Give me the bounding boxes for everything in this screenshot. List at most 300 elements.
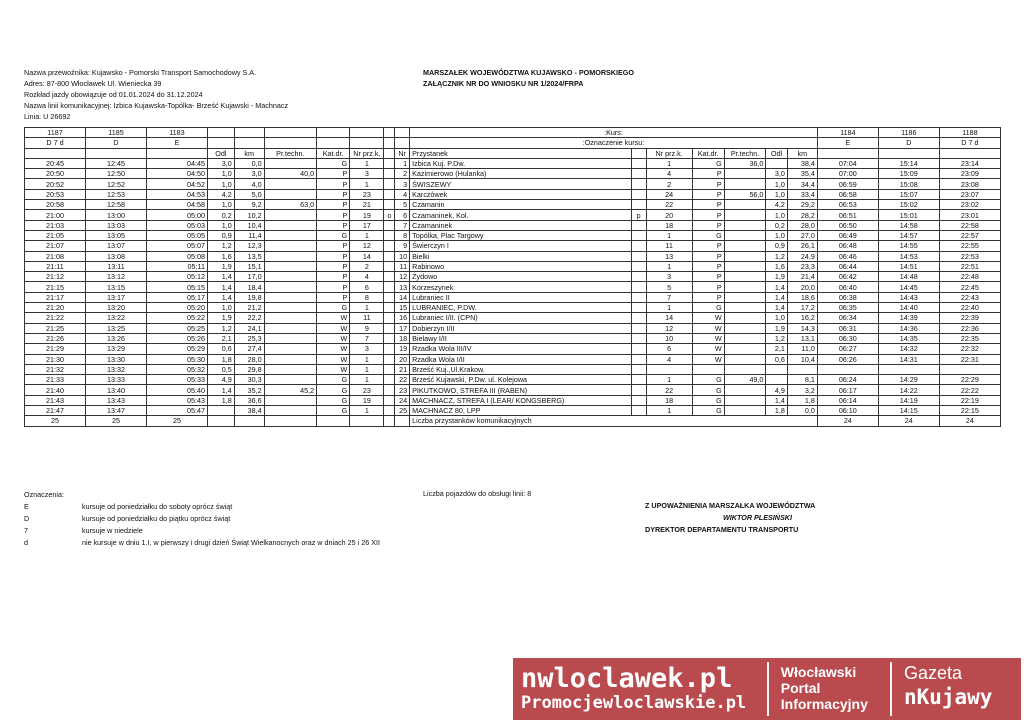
empty-cell xyxy=(264,128,316,138)
tech-speed xyxy=(724,354,766,364)
tech-speed xyxy=(724,333,766,343)
departure-time: 13:03 xyxy=(85,220,146,230)
km: 13,5 xyxy=(234,251,264,261)
km: 28,0 xyxy=(787,220,817,230)
km: 21,2 xyxy=(234,303,264,313)
arrival-time: 23:07 xyxy=(939,189,1000,199)
tech-speed xyxy=(724,313,766,323)
marker xyxy=(631,375,646,385)
arrival-time: 06:38 xyxy=(817,292,878,302)
portal-line: Włocławski xyxy=(780,664,857,680)
distance: 1,4 xyxy=(207,272,234,282)
marker xyxy=(384,354,395,364)
road-category: P xyxy=(692,251,724,261)
road-category: W xyxy=(692,323,724,333)
arrival-time: 22:15 xyxy=(939,406,1000,416)
column-header: Odl xyxy=(766,148,787,158)
arrival-time: 14:39 xyxy=(878,313,939,323)
road-category: G xyxy=(692,385,724,395)
course-number: 1185 xyxy=(85,128,146,138)
distance: 1,2 xyxy=(207,323,234,333)
km: 0,0 xyxy=(787,406,817,416)
column-header: km xyxy=(234,148,264,158)
road-category: P xyxy=(317,200,350,210)
arrival-time: 06:58 xyxy=(817,189,878,199)
km: 11,4 xyxy=(234,230,264,240)
empty-cell xyxy=(817,148,878,158)
tech-speed xyxy=(264,261,316,271)
distance: 1,9 xyxy=(766,272,787,282)
marker xyxy=(631,272,646,282)
stop-count: 24 xyxy=(878,416,939,426)
tech-speed xyxy=(264,272,316,282)
stop-number: 13 xyxy=(646,251,692,261)
marker xyxy=(384,333,395,343)
stop-number: 14 xyxy=(646,313,692,323)
arrival-time: 22:22 xyxy=(939,385,1000,395)
departure-time: 04:53 xyxy=(146,189,207,199)
distance: 1,9 xyxy=(766,323,787,333)
stop-name: Świerczyn I xyxy=(410,241,632,251)
arrival-time: 22:55 xyxy=(939,241,1000,251)
km: 3,2 xyxy=(787,385,817,395)
road-category: P xyxy=(692,210,724,220)
arrival-time: 06:26 xyxy=(817,354,878,364)
table-row xyxy=(25,158,1001,168)
arrival-time: 23:01 xyxy=(939,210,1000,220)
kurs-label: :Kurs: xyxy=(410,128,818,138)
road-category: G xyxy=(692,230,724,240)
empty-cell xyxy=(146,148,207,158)
arrival-time: 06:40 xyxy=(817,282,878,292)
arrival-time: 14:35 xyxy=(878,333,939,343)
distance: 1,2 xyxy=(766,251,787,261)
course-mark: D xyxy=(878,138,939,148)
distance: 0,6 xyxy=(207,344,234,354)
arrival-time: 22:40 xyxy=(939,303,1000,313)
stop-number: 1 xyxy=(350,375,384,385)
departure-time: 21:33 xyxy=(25,375,86,385)
stop-name: Brześć Kuj.,Ul.Krakow. xyxy=(410,364,632,374)
distance: 1,0 xyxy=(766,189,787,199)
stop-number: 20 xyxy=(646,210,692,220)
distance xyxy=(766,375,787,385)
empty-cell xyxy=(395,138,410,148)
arrival-time: 06:59 xyxy=(817,179,878,189)
stop-index: 2 xyxy=(395,169,410,179)
stop-number: 9 xyxy=(350,323,384,333)
road-category xyxy=(692,364,724,374)
departure-time: 21:05 xyxy=(25,230,86,240)
distance: 0,2 xyxy=(207,210,234,220)
stop-name: Bielki xyxy=(410,251,632,261)
departure-time: 13:07 xyxy=(85,241,146,251)
distance xyxy=(207,406,234,416)
empty-cell xyxy=(384,138,395,148)
departure-time: 20:53 xyxy=(25,189,86,199)
km: 38,4 xyxy=(787,158,817,168)
arrival-time: 14:45 xyxy=(878,282,939,292)
departure-time: 20:52 xyxy=(25,179,86,189)
departure-time: 05:29 xyxy=(146,344,207,354)
arrival-time: 14:19 xyxy=(878,395,939,405)
km: 23,3 xyxy=(787,261,817,271)
stop-name: MACHNACZ 80, LPP xyxy=(410,406,632,416)
distance: 1,0 xyxy=(766,230,787,240)
distance xyxy=(766,364,787,374)
distance: 1,0 xyxy=(207,220,234,230)
stop-number: 18 xyxy=(646,395,692,405)
stop-name: Lubraniec II xyxy=(410,292,632,302)
stop-number: 1 xyxy=(646,303,692,313)
arrival-time: 22:31 xyxy=(939,354,1000,364)
marker xyxy=(384,158,395,168)
tech-speed xyxy=(724,406,766,416)
stop-index: 16 xyxy=(395,313,410,323)
stop-number: 3 xyxy=(350,169,384,179)
marker xyxy=(384,344,395,354)
arrival-time: 23:08 xyxy=(939,179,1000,189)
road-category: P xyxy=(317,241,350,251)
departure-time: 21:20 xyxy=(25,303,86,313)
km: 27,4 xyxy=(234,344,264,354)
distance: 1,8 xyxy=(207,354,234,364)
column-header: km xyxy=(787,148,817,158)
departure-time: 21:47 xyxy=(25,406,86,416)
road-category: P xyxy=(692,282,724,292)
portal-line: Informacyjny xyxy=(780,696,868,712)
course-number: 1186 xyxy=(878,128,939,138)
tech-speed xyxy=(724,210,766,220)
stop-number: 12 xyxy=(646,323,692,333)
tech-speed xyxy=(724,241,766,251)
stop-number: 1 xyxy=(350,230,384,240)
course-mark: D 7 d xyxy=(25,138,86,148)
arrival-time: 15:02 xyxy=(878,200,939,210)
km: 15,1 xyxy=(234,261,264,271)
stop-number: 1 xyxy=(350,179,384,189)
stop-number: 1 xyxy=(646,230,692,240)
empty-cell xyxy=(264,138,316,148)
marker xyxy=(384,375,395,385)
arrival-time: 15:09 xyxy=(878,169,939,179)
stop-name: Dobierzyn I/II xyxy=(410,323,632,333)
departure-time: 20:50 xyxy=(25,169,86,179)
distance: 0,5 xyxy=(207,364,234,374)
departure-time: 12:58 xyxy=(85,200,146,210)
km: 28,2 xyxy=(787,210,817,220)
arrival-time: 06:10 xyxy=(817,406,878,416)
distance: 1,0 xyxy=(766,313,787,323)
tech-speed xyxy=(264,230,316,240)
arrival-time: 22:45 xyxy=(939,282,1000,292)
km: 5,0 xyxy=(234,189,264,199)
tech-speed xyxy=(264,364,316,374)
tech-speed xyxy=(724,169,766,179)
empty-cell xyxy=(25,148,86,158)
distance: 1,8 xyxy=(207,395,234,405)
stop-index: 13 xyxy=(395,282,410,292)
distance: 4,9 xyxy=(207,375,234,385)
arrival-time: 14:55 xyxy=(878,241,939,251)
stop-number: 19 xyxy=(350,210,384,220)
tech-speed xyxy=(264,406,316,416)
table-row xyxy=(25,241,1001,251)
departure-time: 13:33 xyxy=(85,375,146,385)
departure-time: 05:22 xyxy=(146,313,207,323)
marker xyxy=(384,169,395,179)
distance: 1,0 xyxy=(766,179,787,189)
distance: 2,1 xyxy=(207,333,234,343)
distance: 1,0 xyxy=(766,210,787,220)
tech-speed xyxy=(264,241,316,251)
course-mark: E xyxy=(146,138,207,148)
arrival-time: 22:48 xyxy=(939,272,1000,282)
empty-cell xyxy=(317,128,350,138)
stop-index: 9 xyxy=(395,241,410,251)
arrival-time: 06:49 xyxy=(817,230,878,240)
arrival-time: 07:00 xyxy=(817,169,878,179)
course-mark: D xyxy=(85,138,146,148)
marker xyxy=(631,282,646,292)
km: 17,2 xyxy=(787,303,817,313)
stop-number: 19 xyxy=(350,395,384,405)
marker xyxy=(631,406,646,416)
stop-name: Bielawy I/II xyxy=(410,333,632,343)
arrival-time: 14:43 xyxy=(878,292,939,302)
arrival-time: 15:01 xyxy=(878,210,939,220)
table-row xyxy=(25,313,1001,323)
empty-cell xyxy=(384,416,395,426)
road-category: G xyxy=(317,395,350,405)
distance: 1,0 xyxy=(207,200,234,210)
stop-index: 19 xyxy=(395,344,410,354)
km: 22,2 xyxy=(234,313,264,323)
tech-speed xyxy=(724,179,766,189)
departure-time: 05:08 xyxy=(146,251,207,261)
km: 20,0 xyxy=(787,282,817,292)
km: 28,0 xyxy=(234,354,264,364)
km: 4,0 xyxy=(234,179,264,189)
stop-index: 1 xyxy=(395,158,410,168)
tech-speed: 45,2 xyxy=(264,385,316,395)
arrival-time: 06:50 xyxy=(817,220,878,230)
departure-time: 05:12 xyxy=(146,272,207,282)
table-row xyxy=(25,385,1001,395)
road-category: G xyxy=(317,375,350,385)
km: 3,0 xyxy=(234,169,264,179)
stop-name: Kazimierowo (Hulanka) xyxy=(410,169,632,179)
marker xyxy=(631,189,646,199)
marker xyxy=(384,272,395,282)
marker xyxy=(631,230,646,240)
departure-time: 13:12 xyxy=(85,272,146,282)
tech-speed xyxy=(724,282,766,292)
departure-time: 05:43 xyxy=(146,395,207,405)
road-category: P xyxy=(317,169,350,179)
arrival-time: 06:46 xyxy=(817,251,878,261)
oznaczenie-label: :Oznaczenie kursu: xyxy=(410,138,818,148)
carrier-name: Nazwa przewoźnika: Kujawsko - Pomorski Transport Samochodowy S.A. xyxy=(24,68,257,77)
km: 35,4 xyxy=(787,169,817,179)
stop-number: 12 xyxy=(350,241,384,251)
stop-number: 2 xyxy=(646,179,692,189)
marker xyxy=(384,364,395,374)
portal-line: Portal xyxy=(780,680,821,696)
stop-number: 23 xyxy=(350,189,384,199)
departure-time: 21:29 xyxy=(25,344,86,354)
km: 26,1 xyxy=(787,241,817,251)
stop-number: 23 xyxy=(350,385,384,395)
departure-time: 05:05 xyxy=(146,230,207,240)
road-category: G xyxy=(692,406,724,416)
marker xyxy=(384,406,395,416)
stop-number xyxy=(646,364,692,374)
empty-cell xyxy=(878,148,939,158)
departure-time: 05:00 xyxy=(146,210,207,220)
stop-number: 18 xyxy=(646,220,692,230)
arrival-time: 06:34 xyxy=(817,313,878,323)
tech-speed xyxy=(724,395,766,405)
tech-speed xyxy=(724,292,766,302)
stop-number: 11 xyxy=(350,313,384,323)
empty-cell xyxy=(207,416,234,426)
table-row xyxy=(25,282,1001,292)
departure-time: 21:30 xyxy=(25,354,86,364)
road-category: W xyxy=(317,323,350,333)
stop-number: 1 xyxy=(646,406,692,416)
stop-number: 1 xyxy=(350,364,384,374)
marker xyxy=(384,220,395,230)
tech-speed xyxy=(724,220,766,230)
tech-speed xyxy=(264,189,316,199)
course-number: 1188 xyxy=(939,128,1000,138)
departure-time: 05:47 xyxy=(146,406,207,416)
departure-time: 05:03 xyxy=(146,220,207,230)
stop-number: 10 xyxy=(646,333,692,343)
table-row xyxy=(25,230,1001,240)
departure-time: 13:08 xyxy=(85,251,146,261)
stop-name: Rzadka Wola I/II xyxy=(410,354,632,364)
arrival-time: 06:42 xyxy=(817,272,878,282)
marker xyxy=(384,189,395,199)
arrival-time: 22:51 xyxy=(939,261,1000,271)
distance: 2,1 xyxy=(766,344,787,354)
departure-time: 13:00 xyxy=(85,210,146,220)
stop-number: 21 xyxy=(350,200,384,210)
course-mark: D 7 d xyxy=(939,138,1000,148)
departure-time: 21:07 xyxy=(25,241,86,251)
km: 35,2 xyxy=(234,385,264,395)
tech-speed xyxy=(264,303,316,313)
column-header: Kat.dr. xyxy=(692,148,724,158)
km: 18,4 xyxy=(234,282,264,292)
road-category: P xyxy=(317,292,350,302)
road-category: P xyxy=(317,272,350,282)
table-row xyxy=(25,272,1001,282)
departure-time: 21:03 xyxy=(25,220,86,230)
arrival-time xyxy=(817,364,878,374)
table-row xyxy=(25,395,1001,405)
road-category: G xyxy=(692,395,724,405)
marker xyxy=(631,158,646,168)
departure-time: 05:40 xyxy=(146,385,207,395)
empty-cell xyxy=(350,416,384,426)
table-row xyxy=(25,292,1001,302)
stop-name: PIKUTKOWO, STREFA III (RABEN) xyxy=(410,385,632,395)
km: 14,3 xyxy=(787,323,817,333)
departure-time: 21:12 xyxy=(25,272,86,282)
tech-speed xyxy=(264,354,316,364)
table-row xyxy=(25,303,1001,313)
course-number: 1183 xyxy=(146,128,207,138)
stop-name: MACHNACZ, STREFA I (LEAR/ KONGSBERG) xyxy=(410,395,632,405)
distance: 0,6 xyxy=(766,354,787,364)
stop-index: 15 xyxy=(395,303,410,313)
departure-time: 21:25 xyxy=(25,323,86,333)
departure-time: 05:25 xyxy=(146,323,207,333)
road-category: P xyxy=(317,282,350,292)
marker xyxy=(384,179,395,189)
stop-name: Lubraniec I/II. (CPN) xyxy=(410,313,632,323)
stop-index: 3 xyxy=(395,179,410,189)
arrival-time: 14:29 xyxy=(878,375,939,385)
km: 0,0 xyxy=(234,158,264,168)
arrival-time: 06:35 xyxy=(817,303,878,313)
column-header: Nr prz.k. xyxy=(350,148,384,158)
marker: o xyxy=(384,210,395,220)
distance: 1,4 xyxy=(207,282,234,292)
road-category: W xyxy=(692,344,724,354)
road-category: G xyxy=(692,375,724,385)
signature-block xyxy=(645,500,815,536)
tech-speed xyxy=(724,385,766,395)
road-category: W xyxy=(317,333,350,343)
column-header: Pr.techn. xyxy=(724,148,766,158)
distance: 1,6 xyxy=(766,261,787,271)
column-header: Pr.techn. xyxy=(264,148,316,158)
stop-count: 25 xyxy=(25,416,86,426)
stop-index: 6 xyxy=(395,210,410,220)
stop-number: 3 xyxy=(350,344,384,354)
empty-cell xyxy=(384,148,395,158)
tech-speed: 36,0 xyxy=(724,158,766,168)
arrival-time: 14:22 xyxy=(878,385,939,395)
arrival-time: 06:53 xyxy=(817,200,878,210)
departure-time: 13:22 xyxy=(85,313,146,323)
departure-time: 04:50 xyxy=(146,169,207,179)
km: 19,8 xyxy=(234,292,264,302)
arrival-time: 06:24 xyxy=(817,375,878,385)
legend-item: d nie kursuje w dniu 1.I, w pierwszy i drugi dzień Świąt Wielkanocnych oraz w dniach 25 i 26 XII xyxy=(24,538,381,547)
tech-speed xyxy=(264,158,316,168)
empty-cell xyxy=(264,416,316,426)
km: 12,3 xyxy=(234,241,264,251)
stop-number: 22 xyxy=(646,385,692,395)
km: 24,1 xyxy=(234,323,264,333)
marker xyxy=(384,292,395,302)
empty-cell xyxy=(234,416,264,426)
stop-count: 24 xyxy=(939,416,1000,426)
legend-notes xyxy=(24,489,380,549)
stop-index: 24 xyxy=(395,395,410,405)
table-row xyxy=(25,220,1001,230)
distance: 0,9 xyxy=(766,241,787,251)
column-header: Nr prz.k. xyxy=(646,148,692,158)
gazeta-label: Gazeta xyxy=(903,663,962,683)
distance: 1,4 xyxy=(207,292,234,302)
legend-item: E kursuje od poniedziałku do soboty oprócz świąt xyxy=(24,502,233,511)
